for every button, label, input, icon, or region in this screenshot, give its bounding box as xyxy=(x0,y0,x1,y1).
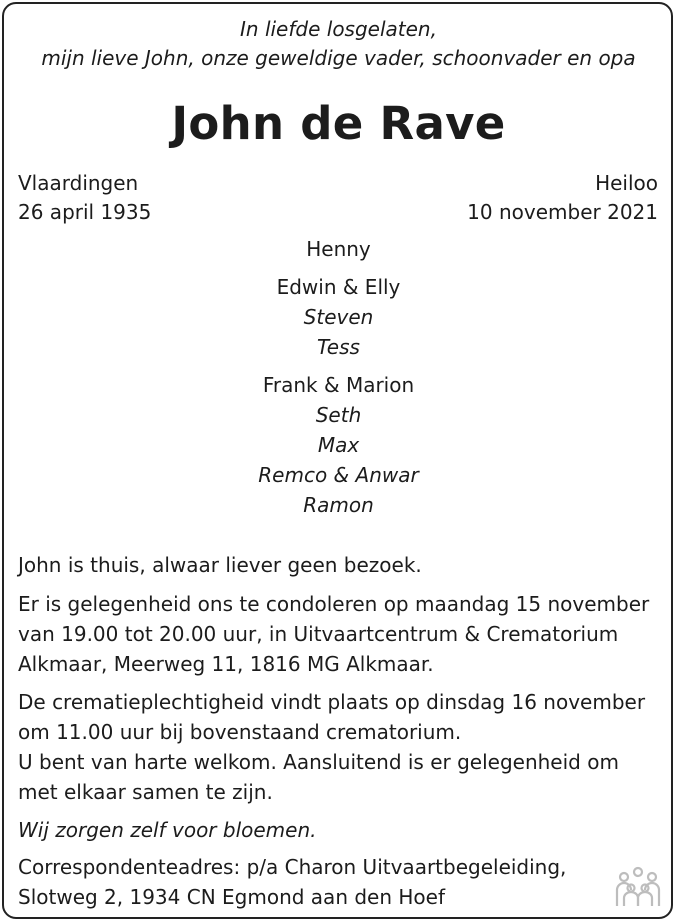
intro-line-2: mijn lieve John, onze geweldige vader, schoonvader en opa xyxy=(41,46,636,70)
grandchild-name: Tess xyxy=(317,335,360,359)
cremation-line: met elkaar samen te zijn. xyxy=(18,780,273,804)
condolence-line: van 19.00 tot 20.00 uur, in Uitvaartcentrum & Crematorium xyxy=(18,622,619,646)
correspondence-line: Slotweg 2, 1934 CN Egmond aan den Hoef xyxy=(18,885,446,909)
spouse-name: Henny xyxy=(306,237,371,261)
visit-notice: John is thuis, alwaar liever geen bezoek. xyxy=(18,553,422,577)
grandchild-name: Steven xyxy=(303,305,374,329)
flowers-notice: Wij zorgen zelf voor bloemen. xyxy=(18,818,317,842)
grandchild-name: Seth xyxy=(315,403,362,427)
intro-line-1: In liefde losgelaten, xyxy=(240,17,437,41)
family-people-icon xyxy=(612,864,664,908)
correspondence-line: Correspondenteadres: p/a Charon Uitvaartbegeleiding, xyxy=(18,855,567,879)
birth-place: Vlaardingen xyxy=(18,171,139,195)
birth-date: 26 april 1935 xyxy=(18,200,152,224)
grandchild-name: Max xyxy=(317,433,360,457)
condolence-line: Er is gelegenheid ons te condoleren op maandag 15 november xyxy=(18,592,650,616)
condolence-line: Alkmaar, Meerweg 11, 1816 MG Alkmaar. xyxy=(18,652,434,676)
death-date: 10 november 2021 xyxy=(467,200,658,224)
death-place: Heiloo xyxy=(595,171,658,195)
deceased-name: John de Rave xyxy=(171,97,506,150)
child-1-names: Edwin & Elly xyxy=(276,275,401,299)
grandchild-name: Remco & Anwar xyxy=(258,463,419,487)
cremation-line: om 11.00 uur bij bovenstaand crematorium. xyxy=(18,720,462,744)
child-2-names: Frank & Marion xyxy=(262,373,415,397)
grandchild-name: Ramon xyxy=(303,493,374,517)
cremation-line: U bent van harte welkom. Aansluitend is er gelegenheid om xyxy=(18,750,619,774)
cremation-line: De crematieplechtigheid vindt plaats op dinsdag 16 november xyxy=(18,690,646,714)
